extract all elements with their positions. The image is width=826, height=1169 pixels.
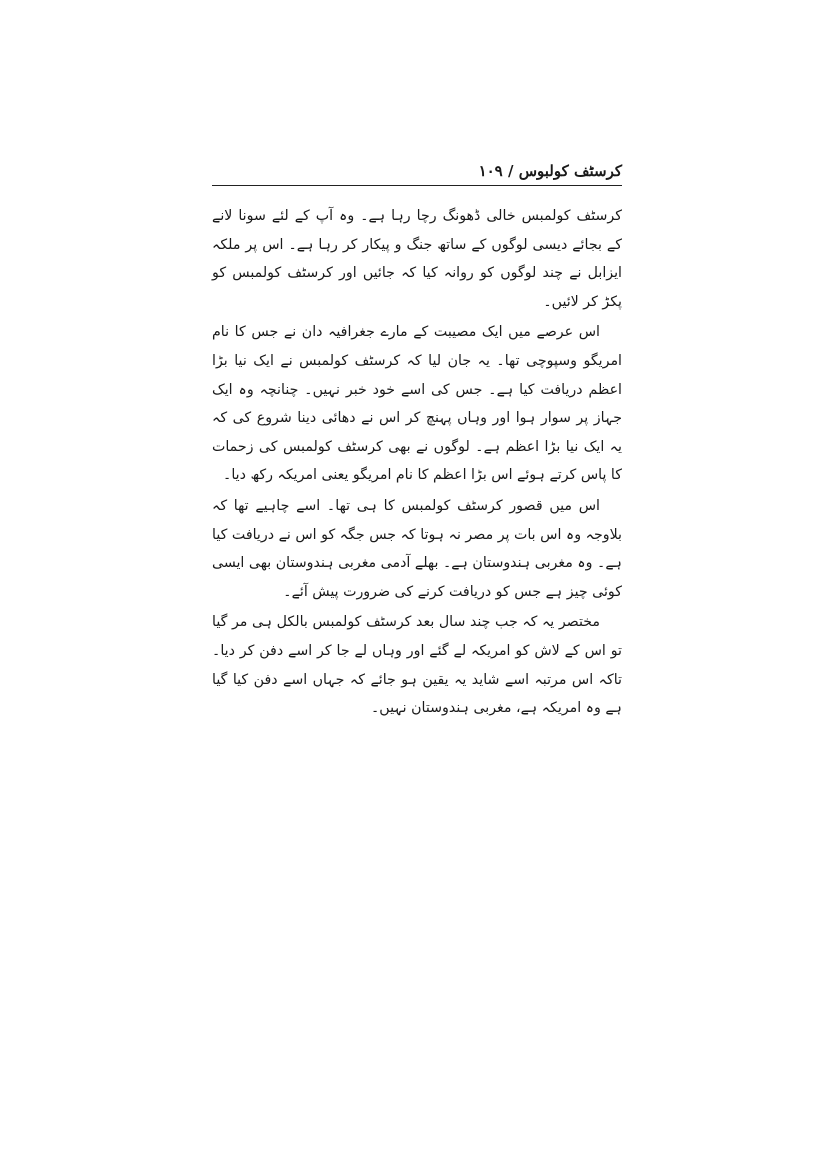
paragraph-2: اس عرصے میں ایک مصیبت کے مارے جغرافیہ دان نے جس کا نام امریگو وسپوچی تھا۔ یہ جان لیا کہ کرسٹف کولمبس نے ایک نیا بڑا اعظم دریافت کیا ہے۔ جس کی اسے خود خبر نہیں۔ چنانچہ وہ ایک جہاز پر سوار ہوا اور وہاں پہنچ کر اس نے دھائی دینا شروع کی کہ یہ ایک نیا بڑا اعظم ہے۔ لوگوں نے بھی کرسٹف کولمبس کی زحمات کا پاس کرتے ہوئے اس بڑا اعظم کا نام امریگو یعنی امریکہ رکھ دیا۔ <box>212 324 622 484</box>
page-number: ۱۰۹ <box>478 162 503 180</box>
header-rule <box>212 185 622 186</box>
body-text <box>212 202 622 725</box>
header-separator: / <box>507 162 514 180</box>
book-title: کرسٹف کولبوس <box>518 162 622 180</box>
paragraph-3: اس میں قصور کرسٹف کولمبس کا ہی تھا۔ اسے چاہیے تھا کہ بلاوجہ وہ اس بات پر مصر نہ ہوتا کہ جس جگہ کو اس نے دریافت کیا ہے۔ وہ مغربی ہندوستان ہے۔ بھلے آدمی مغربی ہندوستان بھی ایسی کوئی چیز ہے جس کو دریافت کرنے کی ضرورت پیش آئے۔ <box>212 497 622 600</box>
running-header <box>479 162 622 180</box>
paragraph-4: مختصر یہ کہ جب چند سال بعد کرسٹف کولمبس بالکل ہی مر گیا تو اس کے لاش کو امریکہ لے گئے اور وہاں لے جا کر اسے دفن کر دیا۔ تاکہ اس مرتبہ اسے شاید یہ یقین ہو جائے کہ جہاں اسے دفن کیا گیا ہے وہ امریکہ ہے، مغربی ہندوستان نہیں۔ <box>212 614 622 717</box>
page-header <box>212 160 622 188</box>
paragraph-1: کرسٹف کولمبس خالی ڈھونگ رچا رہا ہے۔ وہ آپ کے لئے سونا لانے کے بجائے دیسی لوگوں کے ساتھ جنگ و پیکار کر رہا ہے۔ اس پر ملکہ ایزابل نے چند لوگوں کو روانہ کیا کہ جائیں اور کرسٹف کولمبس کو پکڑ کر لائیں۔ <box>212 208 622 310</box>
